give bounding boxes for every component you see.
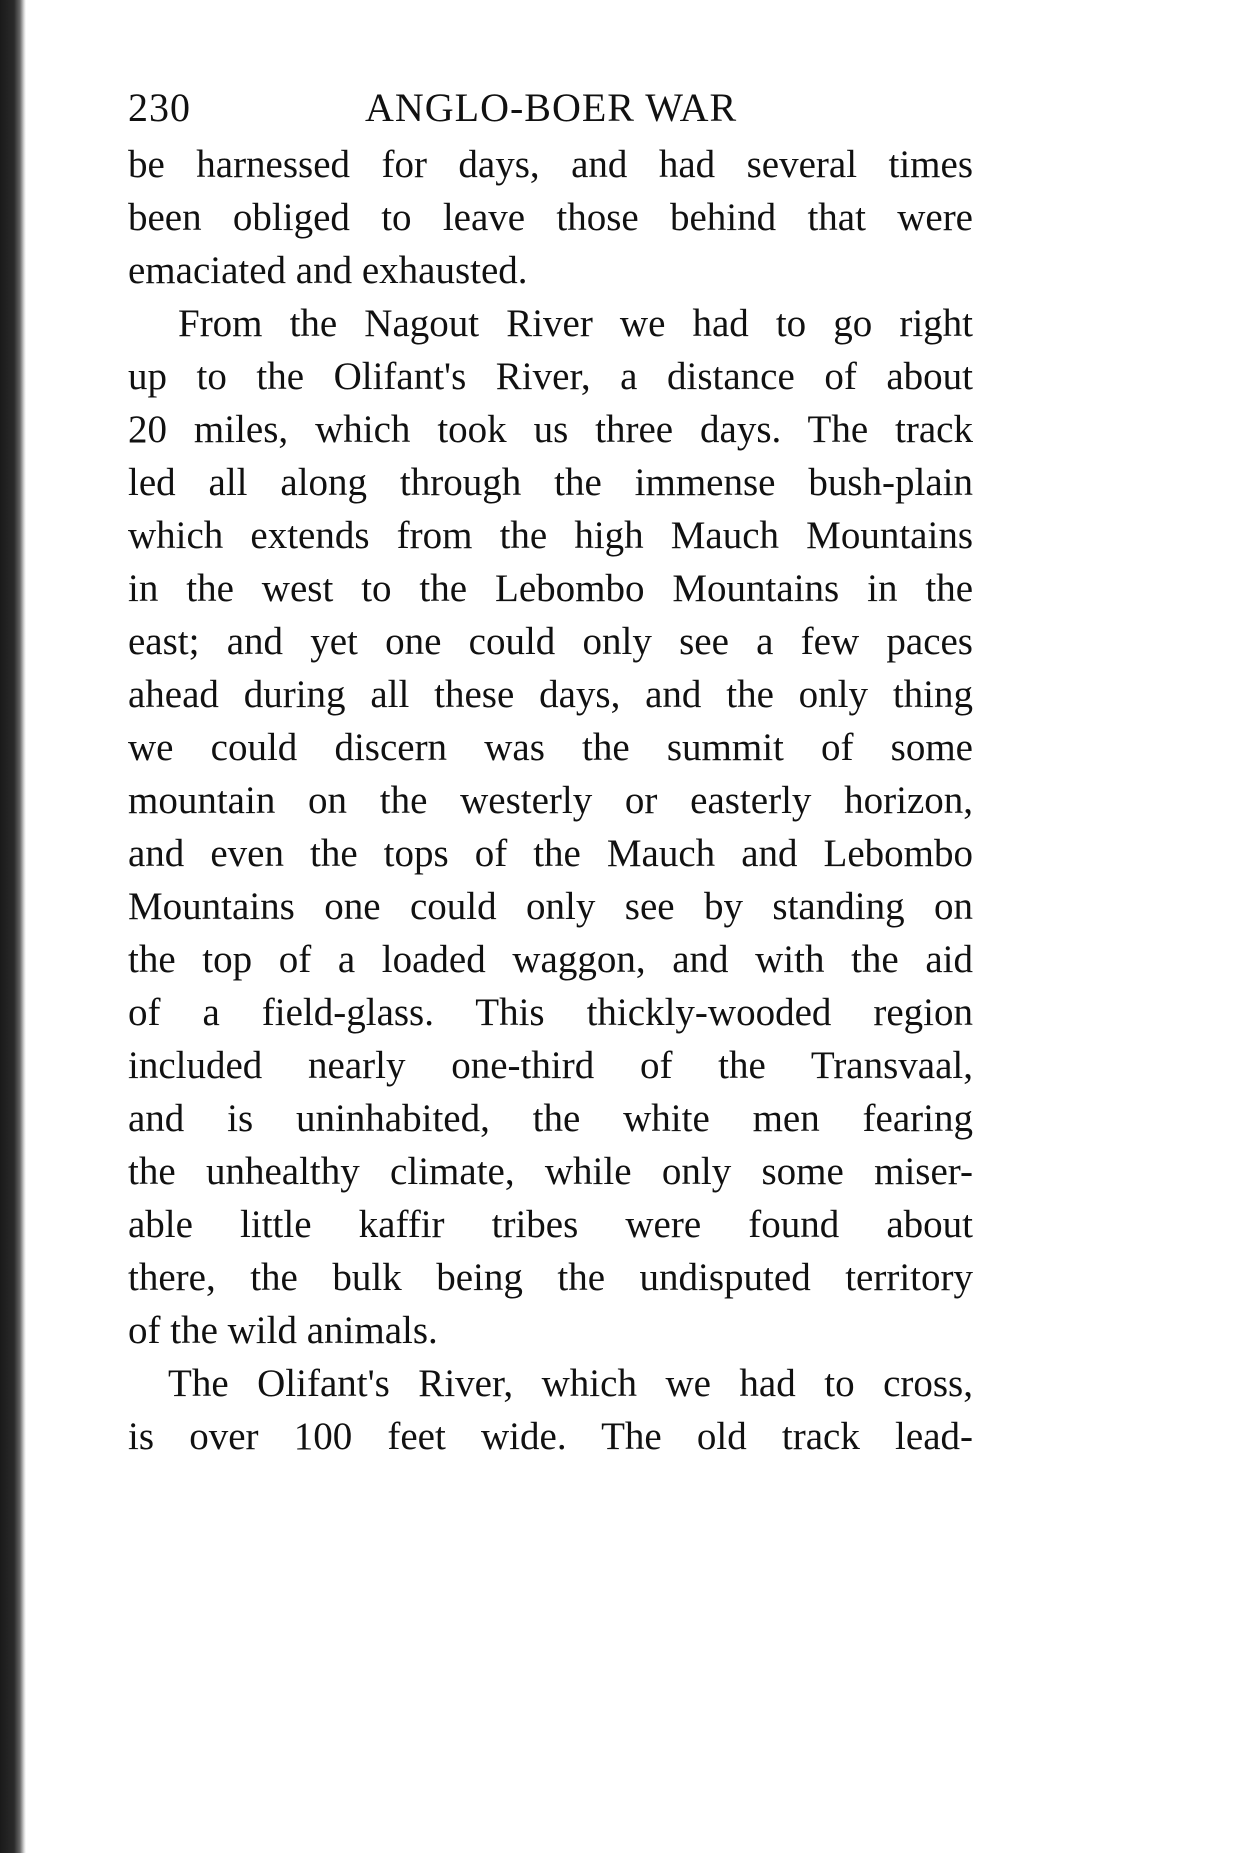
text-line: the top of a loaded waggon, and with the aid bbox=[128, 938, 973, 981]
book-page bbox=[128, 78, 973, 1463]
text-line: 20 miles, which took us three days. The track bbox=[128, 408, 973, 451]
text-line: of a field-glass. This thickly-wooded region bbox=[128, 991, 973, 1034]
running-title: ANGLO-BOER WAR bbox=[365, 85, 738, 130]
text-line: of the wild animals. bbox=[128, 1309, 438, 1352]
text-line: in the west to the Lebombo Mountains in the bbox=[128, 567, 973, 610]
running-head bbox=[128, 78, 973, 138]
body-text bbox=[128, 138, 973, 1463]
text-line: up to the Olifant's River, a distance of about bbox=[128, 355, 973, 398]
text-line: able little kaffir tribes were found about bbox=[128, 1203, 973, 1246]
text-line: there, the bulk being the undisputed territory bbox=[128, 1256, 973, 1299]
paragraph-start-line: The Olifant's River, which we had to cross, bbox=[168, 1362, 973, 1405]
page-number: 230 bbox=[128, 85, 191, 130]
text-line: and is uninhabited, the white men fearing bbox=[128, 1097, 973, 1140]
text-line: emaciated and exhausted. bbox=[128, 249, 528, 292]
text-line: ahead during all these days, and the only thing bbox=[128, 673, 973, 716]
paragraph-start-line: From the Nagout River we had to go right bbox=[178, 302, 973, 345]
text-line: is over 100 feet wide. The old track lead- bbox=[128, 1415, 973, 1458]
text-line: and even the tops of the Mauch and Lebombo bbox=[128, 832, 973, 875]
text-line: east; and yet one could only see a few paces bbox=[128, 620, 973, 663]
text-line: Mountains one could only see by standing on bbox=[128, 885, 973, 928]
text-line: led all along through the immense bush-plain bbox=[128, 461, 973, 504]
text-line: been obliged to leave those behind that were bbox=[128, 196, 973, 239]
page-binding-edge bbox=[0, 0, 26, 1853]
text-line: the unhealthy climate, while only some miser- bbox=[128, 1150, 973, 1193]
text-line: which extends from the high Mauch Mountains bbox=[128, 514, 973, 557]
text-line: be harnessed for days, and had several times bbox=[128, 143, 973, 186]
text-line: mountain on the westerly or easterly horizon, bbox=[128, 779, 973, 822]
text-line: included nearly one-third of the Transvaal, bbox=[128, 1044, 973, 1087]
text-line: we could discern was the summit of some bbox=[128, 726, 973, 769]
